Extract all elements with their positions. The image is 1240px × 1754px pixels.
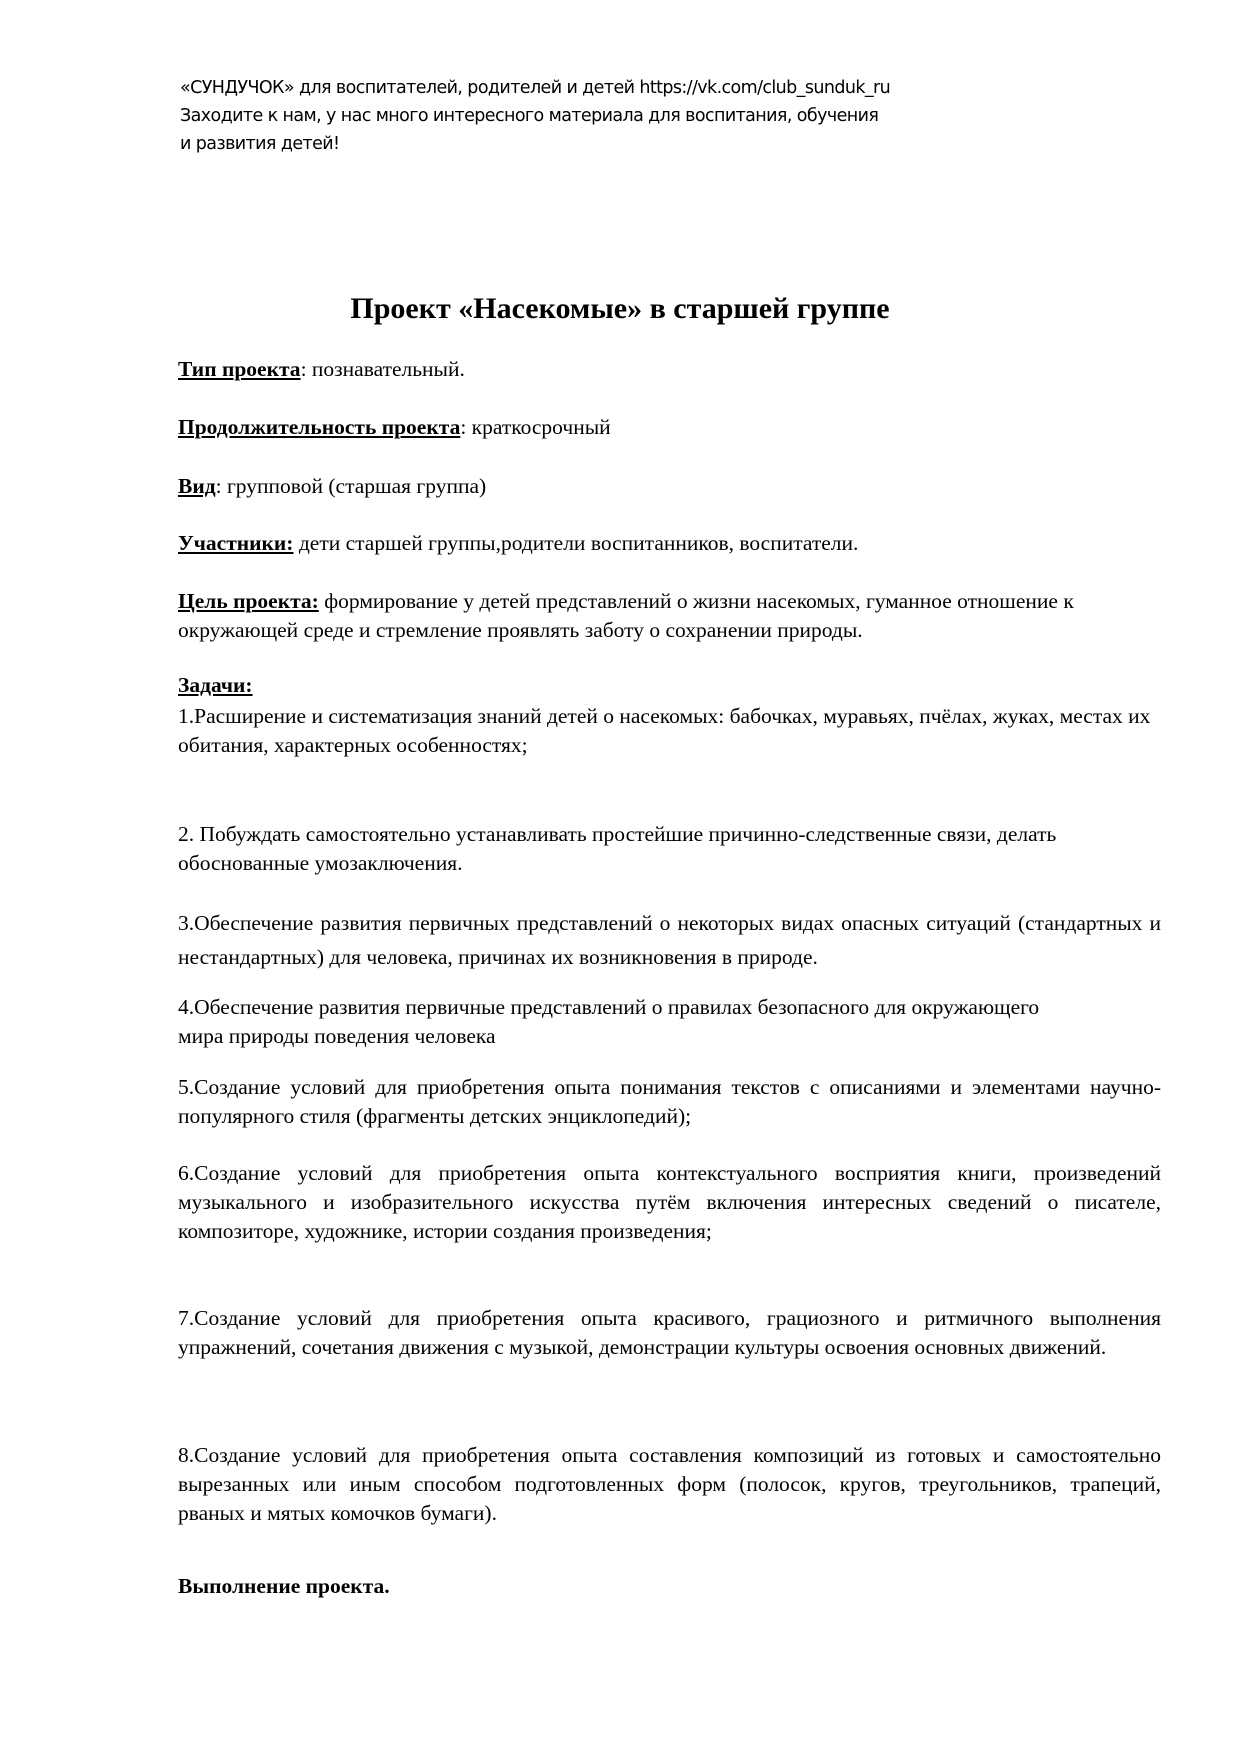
task-item-8: 8.Создание условий для приобретения опыта составления композиций из готовых и самостоятельно вырезанных или иным способом подготовленных форм (полосок, кругов, треугольников, трапеций, рваных и мятых комочков бумаги). (178, 1443, 1161, 1525)
task-item-1: 1.Расширение и систематизация знаний детей о насекомых: бабочках, муравьях, пчёлах, жуках, местах их обитания, характерных особенностях; (178, 704, 1151, 757)
field-kind (178, 472, 1161, 501)
field-label: Тип проекта (178, 357, 301, 381)
page-title: Проект «Насекомые» в старшей группе (350, 292, 890, 325)
field-value: : групповой (старшая группа) (215, 474, 487, 498)
field-participants (178, 529, 1161, 558)
task-item-6: 6.Создание условий для приобретения опыта контекстуального восприятия книги, произведений музыкального и изобразительного искусства путём включения интересных сведений о писателе, композиторе, художнике, истории создания произведения; (178, 1161, 1161, 1243)
task-item-2: 2. Побуждать самостоятельно устанавливать простейшие причинно-следственные связи, делать обоснованные умозаключения. (178, 822, 1057, 875)
field-value: : краткосрочный (460, 415, 611, 439)
task-item-4: 4.Обеспечение развития первичные представлений о правилах безопасного для окружающего мира природы поведения человека (178, 995, 1040, 1048)
field-label: Участники: (178, 531, 294, 555)
field-duration (178, 413, 1161, 442)
header-line-2: Заходите к нам, у нас много интересного материала для воспитания, обучения (180, 106, 879, 126)
execution-heading: Выполнение проекта. (178, 1574, 390, 1598)
field-label: Вид (178, 474, 216, 498)
task-item-7: 7.Создание условий для приобретения опыта красивого, грациозного и ритмичного выполнения упражнений, сочетания движения с музыкой, демонстрации культуры освоения основных движений. (178, 1306, 1161, 1359)
field-type (178, 355, 1161, 384)
field-goal (178, 587, 1138, 645)
tasks-heading: Задачи: (178, 673, 253, 697)
field-label: Цель проекта: (178, 589, 319, 613)
task-item-5: 5.Создание условий для приобретения опыта понимания текстов с описаниями и элементами научно-популярного стиля (фрагменты детских энциклопедий); (178, 1075, 1161, 1128)
header-line-1: «СУНДУЧОК» для воспитателей, родителей и детей https://vk.com/club_sunduk_ru (180, 78, 891, 98)
field-label: Продолжительность проекта (178, 415, 461, 439)
field-value: дети старшей группы,родители воспитанников, воспитатели. (293, 531, 859, 555)
header-line-3: и развития детей! (180, 134, 340, 154)
field-value: формирование у детей представлений о жизни насекомых, гуманное отношение к окружающей среде и стремление проявлять заботу о сохранении природы. (178, 589, 1074, 642)
field-value: : познавательный. (300, 357, 465, 381)
task-item-3: 3.Обеспечение развития первичных представлений о некоторых видах опасных ситуаций (стандартных и нестандартных) для человека, причинах их возникновения в природе. (178, 911, 1161, 969)
